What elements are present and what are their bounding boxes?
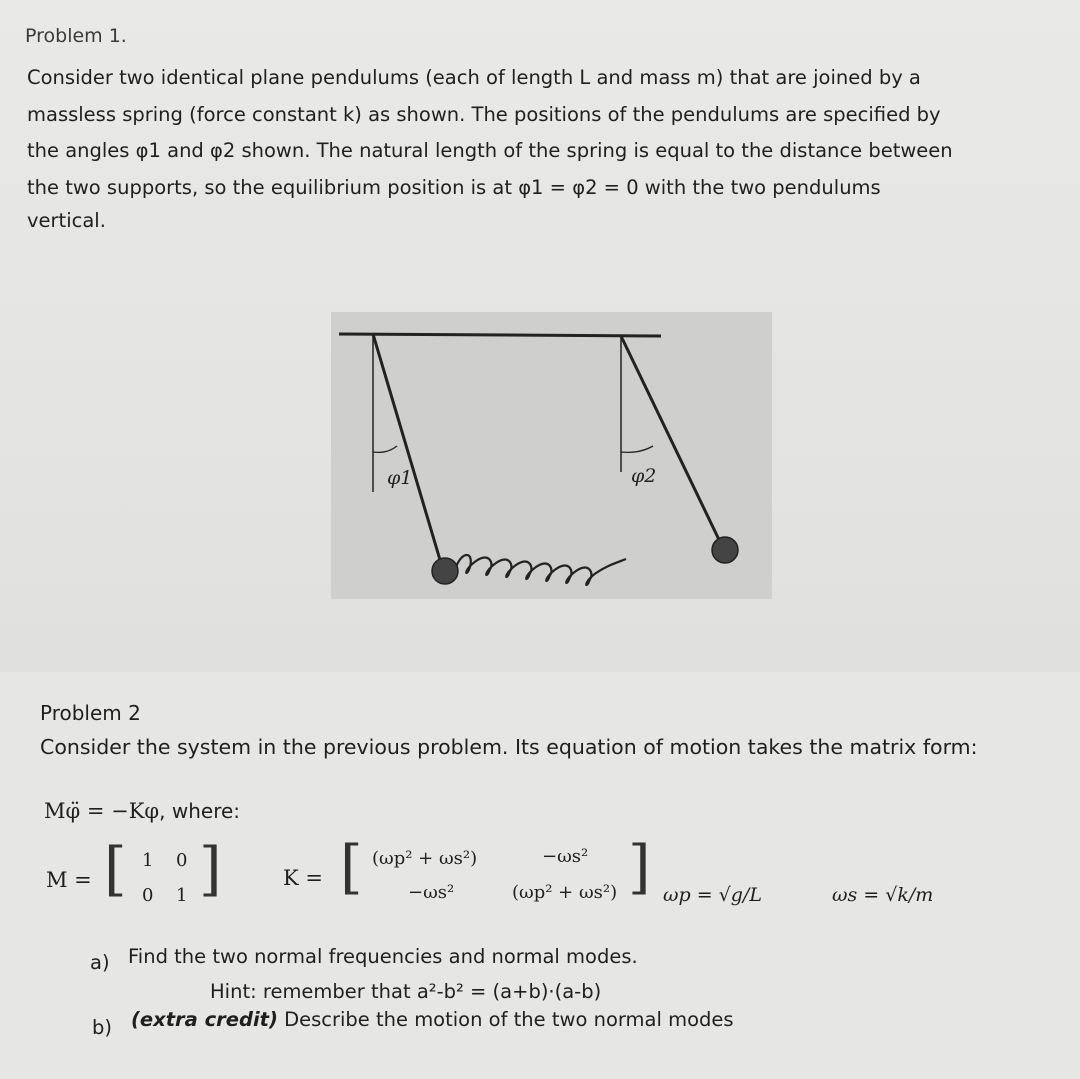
- k-entry-21: −ωs²: [408, 882, 455, 903]
- m-entry-22: 1: [176, 885, 188, 906]
- equation-suffix: , where:: [159, 799, 241, 823]
- part-b-extra-credit: (extra credit): [131, 1008, 278, 1031]
- spring: [456, 555, 626, 585]
- problem1-line-3: the angles φ1 and φ2 shown. The natural length of the spring is equal to the distance between: [27, 139, 953, 162]
- m-entry-12: 0: [176, 850, 188, 871]
- bob-1: [432, 558, 458, 584]
- problem1-line-4: the two supports, so the equilibrium position is at φ1 = φ2 = 0 with the two pendulums: [27, 176, 881, 199]
- k-entry-11: (ωp² + ωs²): [372, 848, 478, 869]
- angle-arc-2: [621, 446, 653, 452]
- m-label: M =: [46, 868, 92, 892]
- problem1-line-5: vertical.: [27, 209, 106, 232]
- problem1-line-2: massless spring (force constant k) as shown. The positions of the pendulums are specified by: [27, 103, 941, 126]
- hint-text: Hint: remember that a²-b² = (a+b)·(a-b): [210, 980, 602, 1003]
- k-bracket-right: ]: [628, 833, 651, 901]
- phi1-label: φ1: [387, 467, 413, 489]
- problem1-title: Problem 1.: [25, 25, 127, 47]
- m-entry-11: 1: [142, 850, 154, 871]
- equation-main: Mφ̈ = −Kφ: [44, 799, 160, 823]
- problem2-intro: Consider the system in the previous problem. Its equation of motion takes the matrix form:: [40, 735, 978, 759]
- m-bracket-left: [: [104, 835, 127, 903]
- m-entry-21: 0: [142, 885, 154, 906]
- k-label: K =: [283, 866, 323, 890]
- k-bracket-left: [: [340, 833, 363, 901]
- problem1-line-1: Consider two identical plane pendulums (each of length L and mass m) that are joined by a: [27, 66, 921, 89]
- k-entry-22: (ωp² + ωs²): [512, 882, 618, 903]
- part-a-label: a): [90, 951, 110, 974]
- pendulum-rod-2: [621, 336, 723, 548]
- phi2-label: φ2: [631, 465, 657, 487]
- omega-p-definition: ωp = √g/L: [663, 884, 762, 906]
- bob-2: [712, 537, 738, 563]
- m-bracket-right: ]: [199, 835, 222, 903]
- part-b-label: b): [92, 1016, 112, 1039]
- problem2-title: Problem 2: [40, 701, 141, 725]
- part-b-text: [131, 1008, 734, 1031]
- support-bar: [339, 334, 661, 336]
- pendulum-figure: [331, 312, 772, 599]
- part-b-description: Describe the motion of the two normal modes: [277, 1008, 734, 1031]
- angle-arc-1: [373, 446, 397, 452]
- pendulum-diagram: [331, 312, 772, 599]
- equation-of-motion: [44, 799, 240, 823]
- k-entry-12: −ωs²: [542, 846, 589, 867]
- part-a-text: Find the two normal frequencies and normal modes.: [128, 945, 638, 968]
- omega-s-definition: ωs = √k/m: [832, 884, 934, 906]
